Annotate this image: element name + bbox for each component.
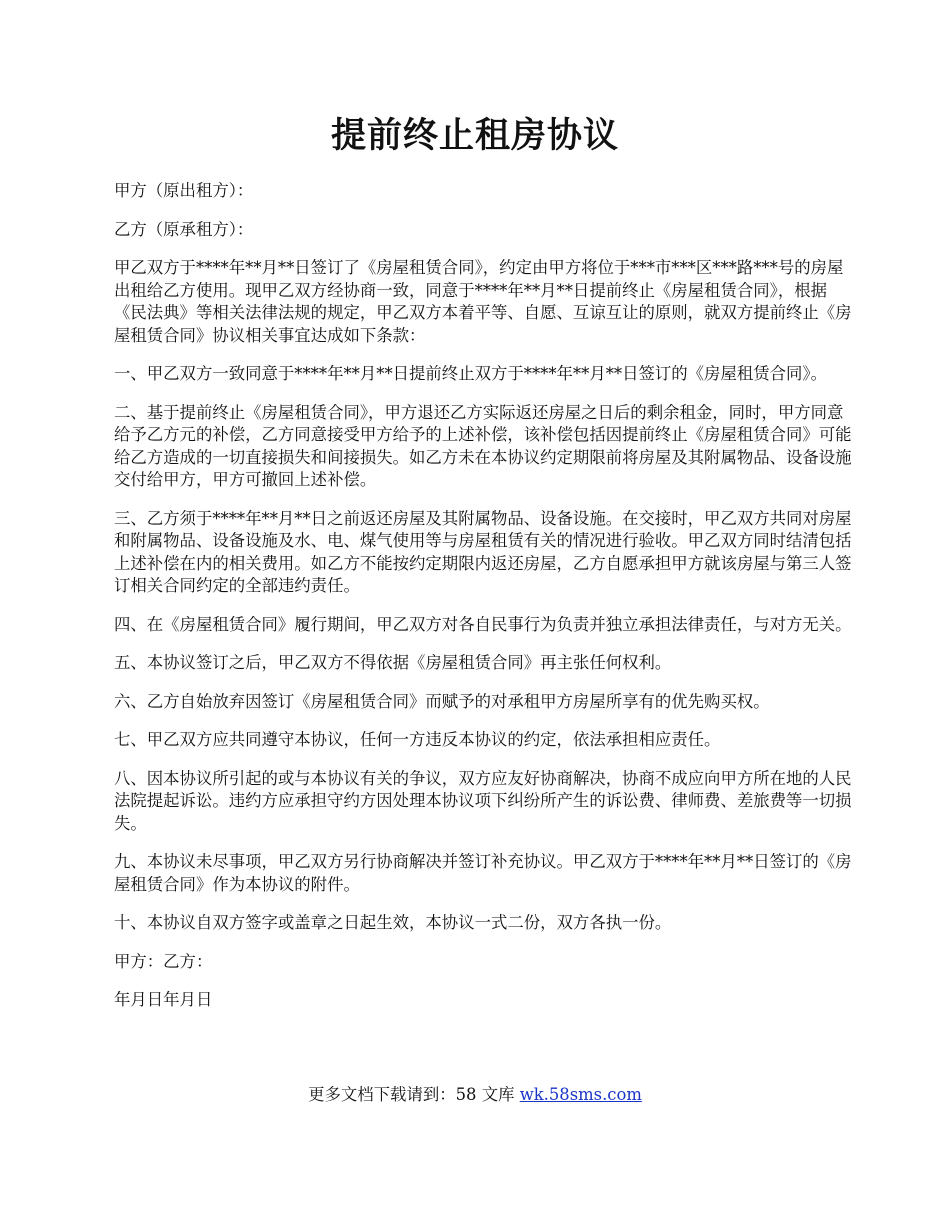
document-body <box>114 180 852 1028</box>
clause-5: 五、本协议签订之后，甲乙双方不得依据《房屋租赁合同》再主张任何权利。 <box>114 653 672 672</box>
clause-8: 八、因本协议所引起的或与本协议有关的争议，双方应友好协商解决，协商不成应向甲方所在地的人民法院提起诉讼。违约方应承担守约方因处理本协议项下纠纷所产生的诉讼费、律师费、差旅费等一切损失。 <box>114 768 852 833</box>
clause-4: 四、在《房屋租赁合同》履行期间，甲乙双方对各自民事行为负责并独立承担法律责任，与对方无关。 <box>114 614 852 634</box>
signature-line: 甲方：乙方： <box>114 951 213 971</box>
clause-7: 七、甲乙双方应共同遵守本协议，任何一方违反本协议的约定，依法承担相应责任。 <box>114 730 721 749</box>
footer-text: 更多文档下载请到：58 文库 <box>308 1085 520 1104</box>
party-b-line: 乙方（原承租方）： <box>114 219 254 239</box>
footer-link[interactable]: wk.58sms.com <box>519 1085 642 1104</box>
date-line: 年月日年月日 <box>114 990 213 1009</box>
clause-6: 六、乙方自始放弃因签订《房屋租赁合同》而赋予的对承租甲方房屋所享有的优先购买权。 <box>114 691 770 711</box>
party-a-line: 甲方（原出租方）： <box>114 181 254 200</box>
footer <box>0 1084 950 1106</box>
clause-10: 十、本协议自双方签字或盖章之日起生效，本协议一式二份，双方各执一份。 <box>114 913 672 932</box>
clause-9: 九、本协议未尽事项，甲乙双方另行协商解决并签订补充协议。甲乙双方于****年**月**日签订的《房屋租赁合同》作为本协议的附件。 <box>114 852 852 894</box>
intro-paragraph: 甲乙双方于****年**月**日签订了《房屋租赁合同》，约定由甲方将位于***市***区***路***号的房屋出租给乙方使用。现甲乙双方经协商一致，同意于****年**月**日提前终止《房屋租赁合同》，根据《民法典》等相关法律法规的规定，甲乙双方本着平等、自愿、互谅互让的原则，就双方提前终止《房屋租赁合同》协议相关事宜达成如下条款： <box>114 258 852 345</box>
clause-1: 一、甲乙双方一致同意于****年**月**日提前终止双方于****年**月**日签订的《房屋租赁合同》。 <box>114 364 827 383</box>
clause-2: 二、基于提前终止《房屋租赁合同》，甲方退还乙方实际返还房屋之日后的剩余租金，同时，甲方同意给予乙方元的补偿，乙方同意接受甲方给予的上述补偿，该补偿包括因提前终止《房屋租赁合同》可能给乙方造成的一切直接损失和间接损失。如乙方未在本协议约定期限前将房屋及其附属物品、设备设施交付给甲方，甲方可撤回上述补偿。 <box>114 402 852 489</box>
clause-3: 三、乙方须于****年**月**日之前返还房屋及其附属物品、设备设施。在交接时，甲乙双方共同对房屋和附属物品、设备设施及水、电、煤气使用等与房屋租赁有关的情况进行验收。甲乙双方同时结清包括上述补偿在内的相关费用。如乙方不能按约定期限内返还房屋，乙方自愿承担甲方就该房屋与第三人签订相关合同约定的全部违约责任。 <box>114 508 852 595</box>
document-title: 提前终止租房协议 <box>330 115 619 156</box>
